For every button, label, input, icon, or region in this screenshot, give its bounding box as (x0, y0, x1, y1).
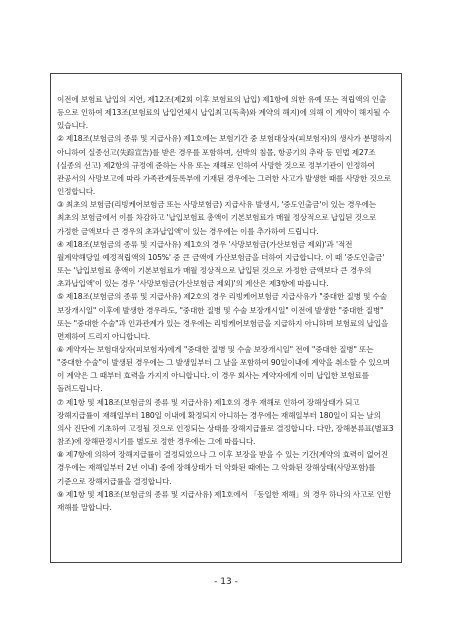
page-number: - 13 - (214, 577, 238, 587)
paragraph: ② 제18조(보험금의 종류 및 지급사유) 제1호에는 보험기간 중 보험대상자(피보험자)의 생사가 분명하지 아니하여 실종선고(失踪宣告)를 받은 경우를 포함하며, 선박의 침몰, 항공기의 추락 등 민법 제27조(실종의 선고) 제2항의 규정에 준하는 사유 또는 재해로 인하여 사망한 것으로 정부기관이 인정하여 관공서의 사망보고에 따라 가족관계등록부에 기재된 경우에는 그러한 사고가 발생한 때를 사망한 것으로 인정합니다. (57, 134, 392, 197)
paragraph: ⑧ 제7항에 의하여 장해지급률이 결정되었으나 그 이후 보장을 받을 수 있는 기간(계약의 효력이 없어진 경우에는 재해일부터 2년 이내) 중에 장해상태가 더 악화된 때에는 그 악화된 장해상태(사망포함)를 기준으로 장해지급률을 결정합니다. (57, 450, 388, 486)
paragraph: 이전에 보험료 납입의 지연, 제12조(제2회 이후 보험료의 납입) 제1항에 의한 유예 또는 적립액의 인출 등으로 인하여 제13조(보험료의 납입연체시 납입최고(독촉)와 계약의 해지)에 의해 이 계약이 해지될 수 있습니다. (57, 95, 390, 131)
document-body (57, 93, 397, 514)
paragraph: ⑤ 제18조(보험금의 종류 및 지급사유) 제2호의 경우 리빙케어보험금 지급사유가 "중대한 질병 및 수술 보장개시일" 이후에 발생한 경우라도, "중대한 질병 및 수술 보장개시일" 이전에 발생한 "중대한 질병" 또는 "중대한 수술"과 인과관계가 있는 경우에는 리빙케어보험금을 지급하지 아니하며 보험료의 납입을 면제하여 드리지 아니합니다. (57, 292, 389, 341)
paragraph: ⑥ 계약자는 보험대상자(피보험자)에게 "중대한 질병 및 수술 보장개시일" 전에 "중대한 질병" 또는 "중대한 수술"이 발생된 경우에는 그 발생일부터 그 날을 포함하여 90일이내에 계약을 취소할 수 있으며 이 계약은 그 때부터 효력을 가지지 아니합니다. 이 경우 회사는 계약자에게 이미 납입한 보험료를 돌려드립니다. (57, 344, 390, 394)
paragraph: ⑨ 제1항 및 제18조(보험금의 종류 및 지급사유) 제1호에서 「동일한 재해」의 경우 하나의 사고로 인한 재해를 말합니다. (57, 489, 392, 512)
paragraph: ④ 제18조(보험금의 종류 및 지급사유) 제1호의 경우 '사망보험금(가산보험금 제외)'과 '적전 월계약해당일 예정적립액의 105%' 중 큰 금액에 가산보험금을 더하여 지급합니다. 이 때 '중도인출금' 또는 '납입보험료 총액이 기본보험료가 매월 정상적으로 납입된 것으로 가정한 금액보다 큰 경우의 초과납입액'이 있는 경우 '사망보험금(가산보험금 제외)'의 계산은 제3항에 따릅니다. (57, 239, 385, 289)
paragraph: ⑦ 제1항 및 제18조(보험금의 종류 및 지급사유) 제1호의 경우 재해로 인하여 장해상태가 되고 장해지급률이 재해일부터 180일 이내에 확정되지 아니하는 경우에는 재해일부터 180일이 되는 날의 의사 진단에 기초하여 고정될 것으로 인정되는 상태를 장해지급률로 결정합니다. 다만, 장해분류표(별표3 참조)에 장해판정시기를 별도로 정한 경우에는 그에 따릅니다. (57, 397, 394, 447)
paragraph: ③ 최초의 보험금(리빙케어보험금 또는 사망보험금) 지급사유 발생시, '중도인출금'이 있는 경우에는 최초의 보험금에서 이를 차감하고 '납입보험료 총액이 기본보험료가 매월 정상적으로 납입된 것으로 가정한 금액보다 큰 경우의 초과납입액'이 있는 경우에는 이를 추가하여 드립니다. (57, 200, 377, 236)
